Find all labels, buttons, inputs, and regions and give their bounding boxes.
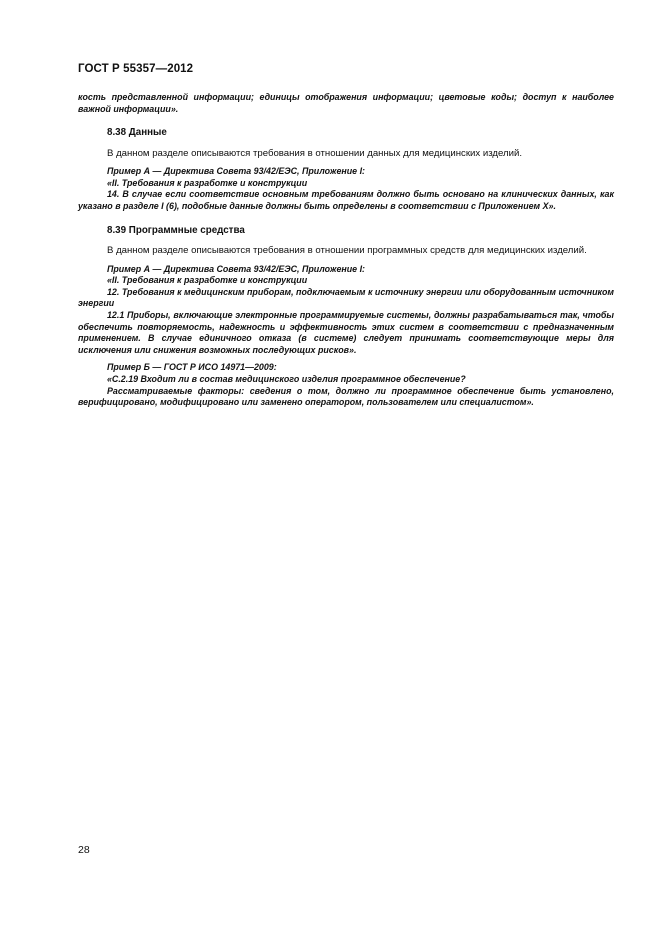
- section-839-example-b-title: Пример Б — ГОСТ Р ИСО 14971—2009:: [107, 362, 277, 373]
- section-838-body: В данном разделе описываются требования в отношении данных для медицинских изделий.: [107, 147, 522, 159]
- section-839-example-b-line1: «С.2.19 Входит ли в состав медицинского изделия программное обеспечение?: [107, 373, 466, 384]
- section-838-example-line2: 14. В случае если соответствие основным требованиям должно быть основано на клинических данных, как указано в разделе I (6), подобные данные должны быть определены в соответствии с Приложением X».: [78, 189, 614, 211]
- section-839-title: 8.39 Программные средства: [107, 224, 245, 236]
- intro-continuation: кость представленной информации; единицы отображения информации; цветовые коды; доступ к наиболее важной информации».: [78, 92, 614, 114]
- section-838-example-line1: «II. Требования к разработке и конструкции: [107, 177, 308, 188]
- section-839-example-a-line1: «II. Требования к разработке и конструкции: [107, 275, 308, 286]
- section-839-example-a-line3: 12.1 Приборы, включающие электронные программируемые системы, должны разрабатываться так, чтобы обеспечить повторяемость, надежность и эффективность этих систем в соответствии с предназначенным применением. В случае единичного отказа (в системе) следует принимать соответствующие меры для исключения или снижения возможных последующих рисков».: [78, 309, 614, 355]
- section-839-example-a-line2: 12. Требования к медицинским приборам, подключаемым к источнику энергии или оборудованным источником энергии: [78, 286, 614, 309]
- section-839-body: В данном разделе описываются требования в отношении программных средств для медицинских изделий.: [107, 245, 587, 257]
- document-body: [78, 92, 614, 409]
- section-838-title: 8.38 Данные: [107, 127, 167, 139]
- page-number: 28: [78, 844, 90, 856]
- section-839-example-b-line2: Рассматриваемые факторы: сведения о том, должно ли программное обеспечение быть установлено, верифицировано, модифицировано или заменено оператором, пользователем или специалистом».: [78, 385, 614, 408]
- document-header: ГОСТ Р 55357—2012: [78, 63, 194, 75]
- section-838-example-title: Пример А — Директива Совета 93/42/ЕЭС, Приложение I:: [107, 166, 365, 177]
- section-839-example-a-title: Пример А — Директива Совета 93/42/ЕЭС, Приложение I:: [107, 263, 365, 274]
